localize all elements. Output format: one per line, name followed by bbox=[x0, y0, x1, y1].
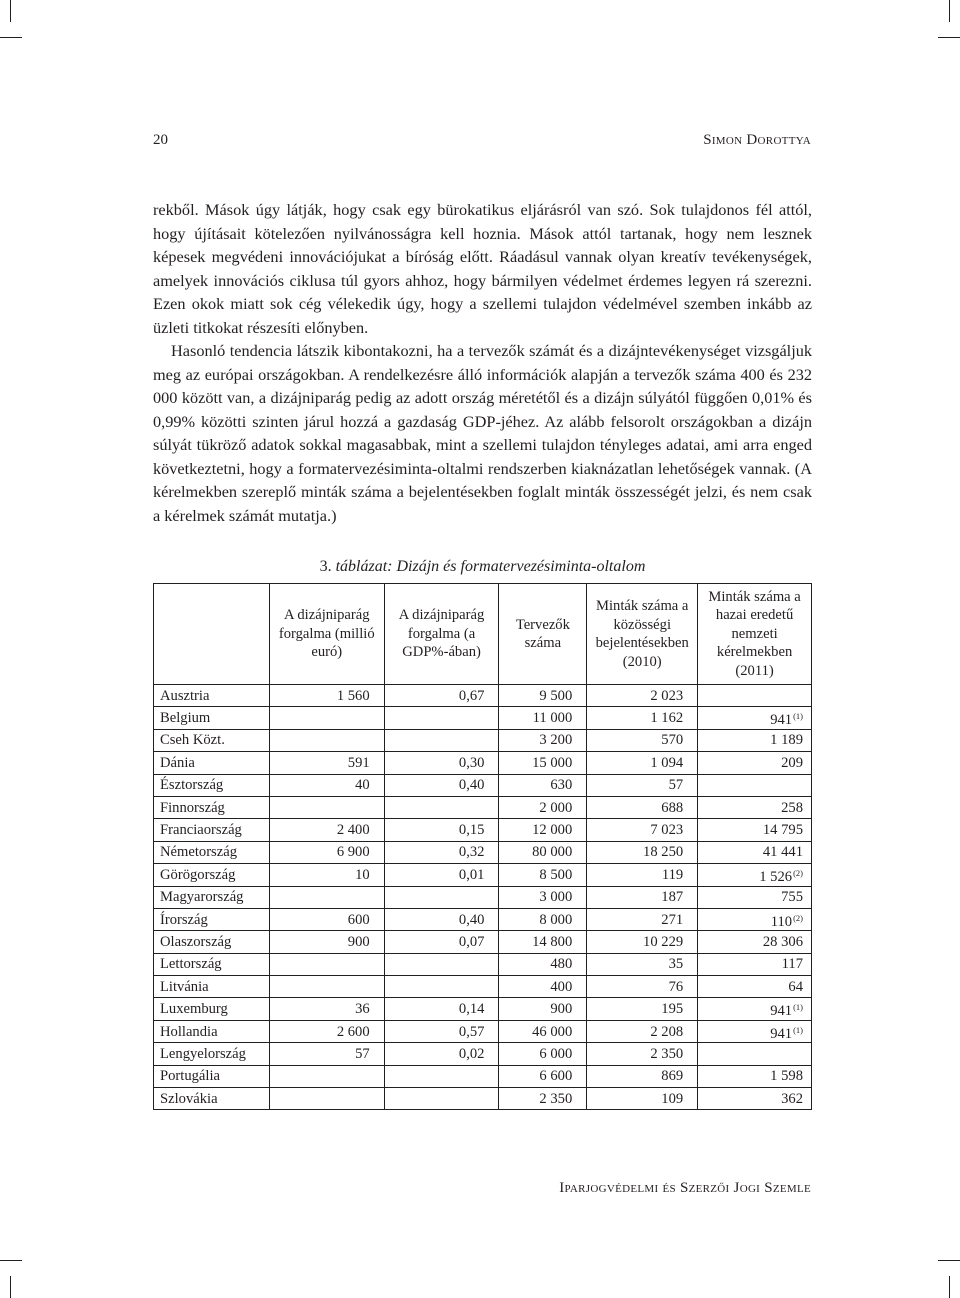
cell-designers bbox=[499, 1065, 587, 1087]
body-text bbox=[153, 198, 812, 527]
cell-designers bbox=[499, 819, 587, 841]
cell-turnover bbox=[269, 931, 384, 953]
cell-turnover bbox=[269, 819, 384, 841]
table-row bbox=[154, 1088, 812, 1110]
cell-gdp-share bbox=[384, 729, 499, 751]
footer-journal-title: Iparjogvédelmi és Szerzői Jogi Szemle bbox=[559, 1180, 811, 1196]
cell-gdp-share bbox=[384, 707, 499, 729]
cell-gdp-share-value: 0,32 bbox=[458, 844, 485, 861]
cell-country-value: Olaszország bbox=[160, 933, 232, 950]
table-row bbox=[154, 685, 812, 707]
column-header-turnover: A dizájniparág forgalma (millió euró) bbox=[269, 584, 384, 685]
cell-turnover bbox=[269, 841, 384, 863]
cell-country bbox=[154, 774, 270, 796]
cell-country bbox=[154, 841, 270, 863]
cell-national-designs-value: 1 598 bbox=[770, 1068, 803, 1085]
table-row bbox=[154, 1043, 812, 1065]
cell-gdp-share-value: 0,14 bbox=[458, 1001, 485, 1018]
cell-community-designs bbox=[587, 886, 698, 908]
footnote-marker: (2) bbox=[793, 867, 803, 878]
crop-mark-bottom-right-v bbox=[949, 1276, 950, 1298]
cell-gdp-share bbox=[384, 752, 499, 774]
table-row bbox=[154, 841, 812, 863]
cell-designers bbox=[499, 864, 587, 886]
cell-community-designs-value: 18 250 bbox=[643, 844, 684, 861]
crop-mark-top-right-v bbox=[949, 0, 950, 22]
cell-turnover bbox=[269, 864, 384, 886]
table-body bbox=[154, 685, 812, 1110]
cell-community-designs-value: 187 bbox=[661, 889, 684, 906]
cell-country bbox=[154, 1065, 270, 1087]
cell-gdp-share bbox=[384, 819, 499, 841]
cell-community-designs-value: 35 bbox=[668, 956, 684, 973]
cell-community-designs bbox=[587, 953, 698, 975]
table-row bbox=[154, 886, 812, 908]
cell-community-designs-value: 10 229 bbox=[643, 933, 684, 950]
cell-country-value: Litvánia bbox=[160, 978, 209, 995]
table-row bbox=[154, 1020, 812, 1042]
cell-community-designs bbox=[587, 685, 698, 707]
crop-mark-bottom-left-h bbox=[0, 1260, 22, 1261]
footnote-marker: (2) bbox=[793, 912, 803, 923]
cell-country bbox=[154, 864, 270, 886]
cell-gdp-share-value: 0,40 bbox=[458, 911, 485, 928]
cell-gdp-share bbox=[384, 841, 499, 863]
cell-community-designs-value: 688 bbox=[661, 799, 684, 816]
cell-gdp-share bbox=[384, 953, 499, 975]
cell-community-designs bbox=[587, 819, 698, 841]
crop-mark-bottom-left-v bbox=[10, 1276, 11, 1298]
paragraph-2: Hasonló tendencia látszik kibontakozni, ha a tervezők számát és a dizájntevékenységet vizsgáljuk meg az európai országokban. A rendelkezésre álló információk alapján a tervezők száma 400 és 232 000 között van, a dizájniparág pedig az adott ország méretétől és a dizájn súlyától függően 0,01% és 0,99% közötti szinten járul hozzá a gazdaság GDP-jéhez. Az alább felsorolt országokban a dizájn súlyát tükröző adatok sokkal magasabbak, mint a szellemi tulajdon tényleges adatai, ami arra enged következtetni, hogy a formatervezésiminta-oltalmi rendszerben kiaknázatlan lehetőségek vannak. (A kérelmekben szereplő minták száma a bejelentésekben foglalt minták összességét jelzi, és nem csak a kérelmek számát mutatja.) bbox=[153, 341, 812, 525]
cell-designers-value: 8 000 bbox=[539, 911, 573, 928]
table-row bbox=[154, 864, 812, 886]
cell-country bbox=[154, 931, 270, 953]
cell-community-designs-value: 1 162 bbox=[650, 710, 684, 727]
cell-country-value: Portugália bbox=[160, 1068, 220, 1085]
cell-designers bbox=[499, 1088, 587, 1110]
cell-designers-value: 9 500 bbox=[539, 687, 573, 704]
cell-designers-value: 11 000 bbox=[532, 710, 573, 727]
cell-designers-value: 80 000 bbox=[532, 844, 573, 861]
cell-national-designs-value: 258 bbox=[781, 799, 803, 816]
cell-gdp-share bbox=[384, 1088, 499, 1110]
cell-designers-value: 3 000 bbox=[539, 889, 573, 906]
cell-community-designs-value: 271 bbox=[661, 911, 684, 928]
cell-national-designs bbox=[698, 953, 812, 975]
cell-designers-value: 46 000 bbox=[532, 1023, 573, 1040]
cell-country bbox=[154, 796, 270, 818]
cell-country bbox=[154, 1043, 270, 1065]
cell-community-designs bbox=[587, 1088, 698, 1110]
cell-country bbox=[154, 729, 270, 751]
crop-mark-top-right-h bbox=[938, 37, 960, 38]
cell-designers-value: 6 000 bbox=[539, 1045, 573, 1062]
cell-gdp-share bbox=[384, 886, 499, 908]
cell-country-value: Ausztria bbox=[160, 687, 210, 704]
cell-turnover bbox=[269, 976, 384, 998]
cell-national-designs-value: 41 441 bbox=[762, 844, 803, 861]
cell-community-designs bbox=[587, 841, 698, 863]
cell-designers-value: 12 000 bbox=[532, 822, 573, 839]
cell-country-value: Észtország bbox=[160, 777, 224, 794]
cell-gdp-share-value: 0,67 bbox=[458, 687, 485, 704]
cell-community-designs-value: 1 094 bbox=[650, 754, 684, 771]
cell-turnover-value: 900 bbox=[347, 933, 370, 950]
cell-country bbox=[154, 886, 270, 908]
cell-country bbox=[154, 707, 270, 729]
cell-national-designs-value: 110 bbox=[770, 913, 793, 930]
table-row bbox=[154, 1065, 812, 1087]
cell-designers bbox=[499, 953, 587, 975]
cell-national-designs-value: 14 795 bbox=[762, 822, 803, 839]
cell-national-designs bbox=[698, 841, 812, 863]
cell-community-designs bbox=[587, 707, 698, 729]
cell-turnover bbox=[269, 729, 384, 751]
cell-national-designs bbox=[698, 819, 812, 841]
footnote-marker: (1) bbox=[793, 711, 803, 722]
cell-gdp-share-value: 0,01 bbox=[458, 866, 485, 883]
cell-turnover-value: 2 400 bbox=[336, 822, 370, 839]
cell-designers bbox=[499, 707, 587, 729]
cell-country-value: Cseh Közt. bbox=[160, 732, 225, 749]
cell-turnover bbox=[269, 1088, 384, 1110]
table-row bbox=[154, 976, 812, 998]
cell-gdp-share bbox=[384, 908, 499, 930]
cell-country bbox=[154, 819, 270, 841]
crop-mark-top-left-h bbox=[0, 37, 22, 38]
cell-country-value: Hollandia bbox=[160, 1023, 218, 1040]
cell-country-value: Írország bbox=[160, 911, 208, 928]
cell-national-designs-value: 64 bbox=[788, 978, 803, 995]
cell-gdp-share-value: 0,07 bbox=[458, 933, 485, 950]
cell-national-designs bbox=[698, 886, 812, 908]
cell-community-designs-value: 119 bbox=[661, 866, 684, 883]
cell-country-value: Görögország bbox=[160, 866, 236, 883]
table-caption-title: táblázat: Dizájn és formatervezésiminta-oltalom bbox=[335, 558, 646, 575]
cell-national-designs-value: 1 189 bbox=[770, 732, 803, 749]
cell-national-designs-value: 755 bbox=[781, 889, 803, 906]
cell-gdp-share-value: 0,02 bbox=[458, 1045, 485, 1062]
cell-national-designs bbox=[698, 752, 812, 774]
table-row bbox=[154, 931, 812, 953]
cell-designers bbox=[499, 774, 587, 796]
cell-turnover bbox=[269, 953, 384, 975]
cell-country-value: Finnország bbox=[160, 799, 225, 816]
cell-turnover-value: 6 900 bbox=[336, 844, 370, 861]
cell-turnover bbox=[269, 908, 384, 930]
cell-country-value: Luxemburg bbox=[160, 1001, 228, 1018]
cell-national-designs-value: 209 bbox=[781, 754, 803, 771]
table-row bbox=[154, 729, 812, 751]
crop-mark-top-left-v bbox=[10, 0, 11, 22]
cell-national-designs bbox=[698, 1065, 812, 1087]
cell-community-designs-value: 76 bbox=[668, 978, 684, 995]
table-caption bbox=[153, 558, 812, 576]
cell-designers bbox=[499, 796, 587, 818]
column-header-national-designs: Minták száma a hazai eredetű nemzeti kérelmekben (2011) bbox=[698, 584, 812, 685]
cell-turnover-value: 1 560 bbox=[336, 687, 370, 704]
cell-turnover-value: 57 bbox=[355, 1045, 370, 1062]
cell-national-designs bbox=[698, 864, 812, 886]
cell-country bbox=[154, 908, 270, 930]
cell-turnover-value: 36 bbox=[355, 1001, 370, 1018]
cell-national-designs bbox=[698, 796, 812, 818]
cell-community-designs-value: 57 bbox=[668, 777, 684, 794]
cell-national-designs bbox=[698, 685, 812, 707]
cell-designers-value: 2 000 bbox=[539, 799, 573, 816]
cell-community-designs-value: 570 bbox=[661, 732, 684, 749]
cell-gdp-share-value: 0,40 bbox=[458, 777, 485, 794]
cell-country bbox=[154, 953, 270, 975]
cell-designers-value: 630 bbox=[550, 777, 573, 794]
cell-designers bbox=[499, 1020, 587, 1042]
cell-community-designs-value: 2 350 bbox=[650, 1045, 684, 1062]
cell-national-designs bbox=[698, 1043, 812, 1065]
cell-national-designs-value: 362 bbox=[781, 1090, 803, 1107]
cell-national-designs bbox=[698, 976, 812, 998]
cell-community-designs-value: 109 bbox=[661, 1090, 684, 1107]
cell-community-designs bbox=[587, 1065, 698, 1087]
cell-national-designs-value: 1 526 bbox=[759, 868, 793, 885]
column-header-gdp-share: A dizájniparág forgalma (a GDP%-ában) bbox=[384, 584, 499, 685]
cell-community-designs bbox=[587, 729, 698, 751]
cell-turnover bbox=[269, 774, 384, 796]
cell-community-designs bbox=[587, 998, 698, 1020]
cell-gdp-share bbox=[384, 774, 499, 796]
footnote-marker: (1) bbox=[793, 1024, 803, 1035]
cell-national-designs-value: 28 306 bbox=[762, 933, 803, 950]
cell-country-value: Franciaország bbox=[160, 822, 242, 839]
cell-gdp-share-value: 0,57 bbox=[458, 1023, 485, 1040]
cell-country-value: Szlovákia bbox=[160, 1090, 218, 1107]
cell-turnover bbox=[269, 1065, 384, 1087]
cell-designers-value: 3 200 bbox=[539, 732, 573, 749]
cell-designers-value: 2 350 bbox=[539, 1090, 573, 1107]
cell-gdp-share bbox=[384, 1020, 499, 1042]
cell-community-designs bbox=[587, 908, 698, 930]
table-row bbox=[154, 774, 812, 796]
table-row bbox=[154, 953, 812, 975]
cell-national-designs bbox=[698, 998, 812, 1020]
table-row bbox=[154, 908, 812, 930]
cell-country-value: Lettország bbox=[160, 956, 222, 973]
design-protection-table bbox=[153, 583, 812, 1110]
cell-community-designs-value: 2 208 bbox=[650, 1023, 684, 1040]
cell-national-designs bbox=[698, 1088, 812, 1110]
cell-country-value: Belgium bbox=[160, 710, 211, 727]
cell-turnover bbox=[269, 886, 384, 908]
cell-turnover-value: 2 600 bbox=[336, 1023, 370, 1040]
cell-country-value: Magyarország bbox=[160, 889, 244, 906]
crop-mark-bottom-right-h bbox=[938, 1260, 960, 1261]
cell-national-designs bbox=[698, 908, 812, 930]
column-header-country bbox=[154, 584, 270, 685]
table-row bbox=[154, 998, 812, 1020]
cell-designers bbox=[499, 1043, 587, 1065]
cell-designers bbox=[499, 998, 587, 1020]
cell-gdp-share-value: 0,30 bbox=[458, 754, 485, 771]
cell-national-designs bbox=[698, 1020, 812, 1042]
cell-community-designs bbox=[587, 1020, 698, 1042]
cell-designers bbox=[499, 729, 587, 751]
running-head-author: Simon Dorottya bbox=[703, 132, 811, 148]
cell-designers bbox=[499, 886, 587, 908]
cell-community-designs-value: 2 023 bbox=[650, 687, 684, 704]
cell-national-designs-value: 941 bbox=[770, 712, 793, 729]
cell-designers-value: 480 bbox=[550, 956, 573, 973]
cell-gdp-share bbox=[384, 976, 499, 998]
table-row bbox=[154, 819, 812, 841]
cell-national-designs-value: 941 bbox=[770, 1025, 793, 1042]
cell-turnover bbox=[269, 796, 384, 818]
cell-country-value: Lengyelország bbox=[160, 1045, 246, 1062]
cell-designers-value: 15 000 bbox=[532, 754, 573, 771]
cell-turnover bbox=[269, 685, 384, 707]
cell-country bbox=[154, 685, 270, 707]
cell-community-designs bbox=[587, 864, 698, 886]
cell-turnover-value: 40 bbox=[355, 777, 370, 794]
cell-gdp-share bbox=[384, 931, 499, 953]
cell-national-designs bbox=[698, 729, 812, 751]
cell-national-designs bbox=[698, 931, 812, 953]
cell-country bbox=[154, 976, 270, 998]
cell-turnover bbox=[269, 752, 384, 774]
cell-country bbox=[154, 1088, 270, 1110]
paragraph-1: rekből. Mások úgy látják, hogy csak egy bürokatikus eljárásról van szó. Sok tulajdonos fél attól, hogy újításait kötelezően nyilvánosságra kell hoznia. Mások attól tartanak, hogy nem lesznek képesek megvédeni innovációjukat a bíróság előtt. Ráadásul vannak olyan kreatív tevékenységek, amelyek innovációs ciklusa túl gyors ahhoz, hogy bármilyen védelmet érdemes legyen rá szerezni. Ezen okok miatt sok cég vélekedik úgy, hogy a szellemi tulajdon védelmével szemben inkább az üzleti titkokat részesíti előnyben. bbox=[153, 200, 812, 337]
cell-designers-value: 400 bbox=[550, 978, 573, 995]
cell-turnover bbox=[269, 1020, 384, 1042]
table-row bbox=[154, 752, 812, 774]
table-header-row bbox=[154, 584, 812, 685]
cell-gdp-share bbox=[384, 998, 499, 1020]
cell-turnover bbox=[269, 1043, 384, 1065]
cell-country-value: Németország bbox=[160, 844, 237, 861]
cell-country-value: Dánia bbox=[160, 754, 195, 771]
cell-gdp-share bbox=[384, 1043, 499, 1065]
cell-country bbox=[154, 1020, 270, 1042]
cell-country bbox=[154, 998, 270, 1020]
page-number: 20 bbox=[153, 132, 168, 148]
cell-turnover-value: 10 bbox=[355, 866, 370, 883]
cell-community-designs-value: 869 bbox=[661, 1068, 684, 1085]
cell-national-designs-value: 941 bbox=[770, 1003, 793, 1020]
cell-community-designs-value: 195 bbox=[661, 1001, 684, 1018]
table-row bbox=[154, 707, 812, 729]
cell-turnover-value: 591 bbox=[347, 754, 370, 771]
table-caption-number: 3. bbox=[319, 558, 332, 575]
cell-designers-value: 6 600 bbox=[539, 1068, 573, 1085]
table-row bbox=[154, 796, 812, 818]
cell-gdp-share bbox=[384, 1065, 499, 1087]
cell-community-designs bbox=[587, 796, 698, 818]
cell-designers bbox=[499, 908, 587, 930]
cell-designers bbox=[499, 841, 587, 863]
cell-community-designs bbox=[587, 1043, 698, 1065]
cell-gdp-share-value: 0,15 bbox=[458, 822, 485, 839]
cell-turnover-value: 600 bbox=[347, 911, 370, 928]
cell-community-designs-value: 7 023 bbox=[650, 822, 684, 839]
cell-community-designs bbox=[587, 976, 698, 998]
cell-country bbox=[154, 752, 270, 774]
cell-designers bbox=[499, 752, 587, 774]
cell-designers bbox=[499, 685, 587, 707]
cell-designers bbox=[499, 976, 587, 998]
cell-community-designs bbox=[587, 931, 698, 953]
cell-community-designs bbox=[587, 752, 698, 774]
footnote-marker: (1) bbox=[793, 1002, 803, 1013]
cell-turnover bbox=[269, 707, 384, 729]
cell-national-designs bbox=[698, 774, 812, 796]
cell-designers-value: 14 800 bbox=[532, 933, 573, 950]
cell-turnover bbox=[269, 998, 384, 1020]
cell-designers bbox=[499, 931, 587, 953]
cell-national-designs bbox=[698, 707, 812, 729]
cell-community-designs bbox=[587, 774, 698, 796]
cell-designers-value: 8 500 bbox=[539, 866, 573, 883]
column-header-designers: Tervezők száma bbox=[499, 584, 587, 685]
column-header-community-designs: Minták száma a közösségi bejelentésekben (2010) bbox=[587, 584, 698, 685]
cell-gdp-share bbox=[384, 864, 499, 886]
cell-gdp-share bbox=[384, 685, 499, 707]
cell-designers-value: 900 bbox=[550, 1001, 573, 1018]
cell-national-designs-value: 117 bbox=[781, 956, 803, 973]
cell-gdp-share bbox=[384, 796, 499, 818]
